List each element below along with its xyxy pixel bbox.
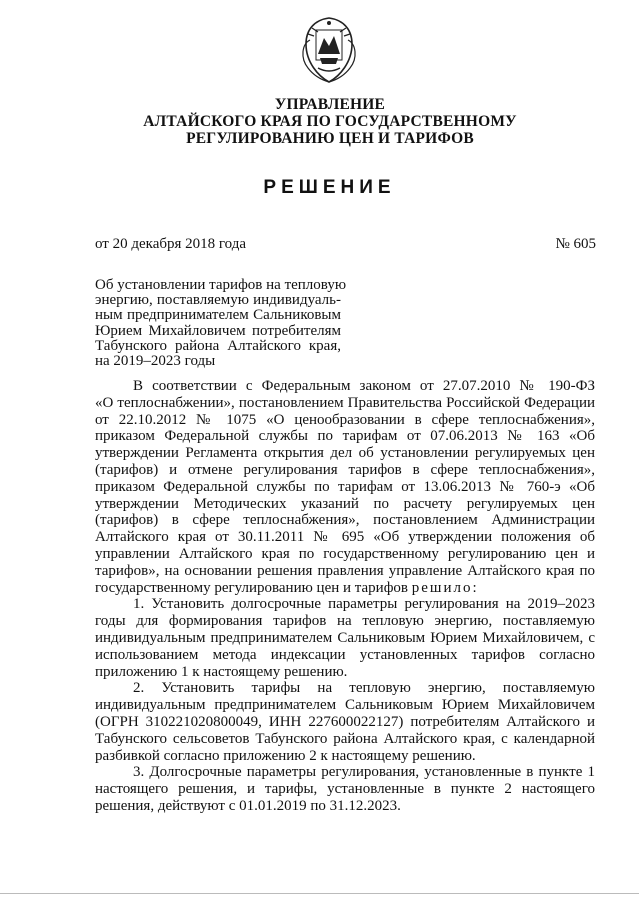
- body-line: [95, 580, 595, 597]
- item-1-paragraph: [95, 596, 595, 680]
- body-line: использованием метода индексации установленных тарифов согласно: [95, 646, 595, 663]
- org-line: АЛТАЙСКОГО КРАЯ ПО ГОСУДАРСТВЕННОМУ: [143, 113, 517, 130]
- subject-line: Табунского района Алтайского края,: [95, 337, 341, 354]
- item-3-paragraph: [95, 764, 595, 814]
- body-line: утверждении Методических указаний по расчету регулируемых цен: [95, 495, 595, 512]
- document-body: [95, 378, 595, 815]
- document-date: от 20 декабря 2018 года: [95, 236, 247, 252]
- body-line: 3. Долгосрочные параметры регулирования, установленные в пункте 1: [133, 764, 595, 781]
- subject-line: Об установлении тарифов на тепловую: [95, 277, 347, 293]
- body-line: приказом Федеральной службы по тарифам от 07.06.2013 № 163 «Об: [95, 428, 595, 445]
- preamble-paragraph: [95, 378, 595, 596]
- document-type-title: РЕШЕНИЕ: [263, 177, 396, 198]
- body-line: управлении Алтайского края по государственному регулированию цен и: [95, 545, 595, 562]
- body-line: «О теплоснабжении», постановлением Правительства Российской Федерации: [95, 394, 595, 411]
- decided-word: решило:: [411, 579, 479, 596]
- body-line: от 22.10.2012 № 1075 «О ценообразовании в сфере теплоснабжения»,: [95, 411, 595, 428]
- body-line: (ОГРН 310221020800049, ИНН 227600022127) потребителям Алтайского и: [95, 713, 595, 730]
- body-line: Табунского сельсоветов Табунского района Алтайского края, с календарной: [95, 730, 595, 747]
- body-line: индивидуальным предпринимателем Сальниковым Юрием Михайловичем: [95, 697, 595, 714]
- body-line: разбивкой согласно приложению 2 к настоящему решению.: [95, 747, 476, 764]
- subject-line: на 2019–2023 годы: [95, 353, 216, 370]
- org-line: УПРАВЛЕНИЕ: [274, 96, 386, 113]
- body-line: 1. Установить долгосрочные параметры регулирования на 2019–2023: [133, 596, 595, 613]
- document-number: № 605: [555, 236, 596, 252]
- body-line: решения, действуют с 01.01.2019 по 31.12.2023.: [95, 797, 401, 814]
- preamble-tail: государственному регулированию цен и тарифов: [95, 579, 409, 596]
- item-2-paragraph: [95, 680, 595, 764]
- subject-line: энергию, поставляемую индивидуаль-: [95, 292, 341, 309]
- subject-line: ным предпринимателем Сальниковым: [95, 307, 341, 324]
- org-line: РЕГУЛИРОВАНИЮ ЦЕН И ТАРИФОВ: [186, 130, 474, 147]
- body-line: приказом Федеральной службы по тарифам от 13.06.2013 № 760-э «Об: [95, 478, 595, 495]
- body-line: индивидуальным предпринимателем Сальниковым Юрием Михайловичем, с: [95, 629, 595, 646]
- document-subject: [95, 277, 347, 370]
- body-line: приложению 1 к настоящему решению.: [95, 663, 348, 680]
- body-line: (тарифов) в сфере теплоснабжения», постановлением Администрации: [95, 512, 595, 529]
- coat-of-arms-icon: [296, 14, 362, 86]
- organization-name: [120, 96, 540, 147]
- body-line: тарифов», на основании решения правления управление Алтайского края по: [95, 562, 595, 579]
- body-line: Алтайского края от 30.11.2011 № 695 «Об утверждении положения об: [95, 529, 595, 546]
- body-line: утверждении Регламента открытия дел об установлении регулируемых цен: [95, 445, 595, 462]
- body-line: годы для формирования тарифов на тепловую энергию, поставляемую: [95, 613, 595, 630]
- body-line: (тарифов) и отмене регулирования тарифов в сфере теплоснабжения»,: [95, 461, 595, 478]
- body-line: настоящего решения, и тарифы, установленные в пункте 2 настоящего: [95, 781, 595, 798]
- body-line: 2. Установить тарифы на тепловую энергию, поставляемую: [133, 680, 595, 697]
- page-bottom-rule: [0, 893, 639, 894]
- body-line: В соответствии с Федеральным законом от 27.07.2010 № 190-ФЗ: [133, 378, 595, 394]
- subject-line: Юрием Михайловичем потребителям: [95, 322, 341, 339]
